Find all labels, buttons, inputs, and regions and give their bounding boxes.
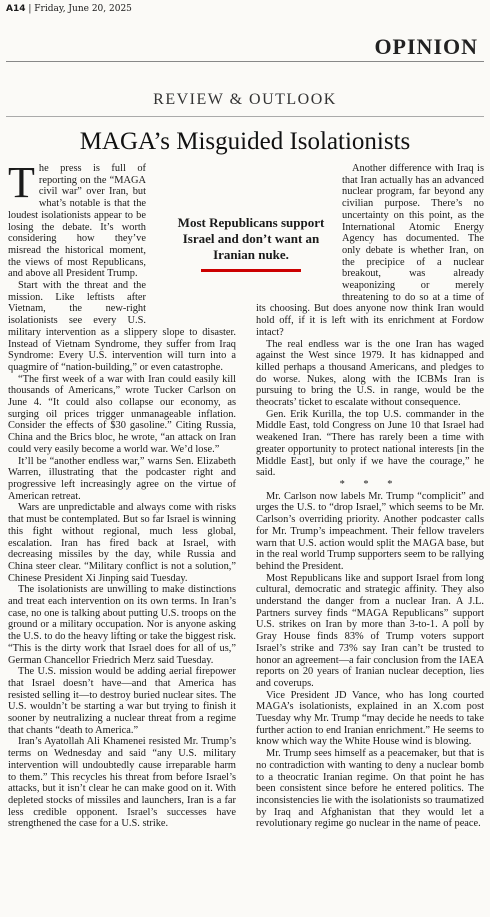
paragraph: The press is full of reporting on the “MAGA civil war” over Iran, but what’s notable is that the loudest isolationists appear to be losing the debate. It’s worth considering how they’ve misread the historical moment, the views of most Republicans, and above all President Trump. [8,158,146,280]
paragraph: “The first week of a war with Iran could easily kill thousands of Americans,” wrote Tucker Carlson on June 4. “It could also collapse our economy, as surging oil prices trigger unmanageable inflation. Consider the effects of $30 gasoline.” Citing Russia, China and the Brics bloc, he wrote, “an attack on Iran could very easily become a world war. We’d lose.” [8,373,236,455]
kicker-divider [6,116,484,117]
paragraph: Another difference with Iraq is that Iran actually has an advanced nuclear program, far beyond any civilian purpose. There’s no uncertainty on this point, as the International Atomic Energy Agency has documented. The only debate is whether Iran, on the precipice of a nuclear breakout, was already weaponizing or merely threatening to do so at a time of its choosing. But does anyone now think Iran would hold off, if it is left with its enrichment at Fordow intact? [256,163,484,338]
section-title: OPINION [374,34,478,59]
issue-date: Friday, June 20, 2025 [34,4,132,14]
paragraph: Iran’s Ayatollah Ali Khamenei resisted Mr. Trump’s terms on Wednesday and said “any U.S. military intervention will undoubtedly cause irreparable harm to them.” This recycles his threat from before Israel’s attacks, but it isn’t clear he can make good on it. With depleted stocks of missiles and launchers, Iran is a far less credible opponent. Israel’s successes have strengthened the case for a U.S. strike. [8,736,236,830]
paragraph: Gen. Erik Kurilla, the top U.S. commander in the Middle East, told Congress on June 10 that Israel had weakened Iran. “There has rarely been a time with greater opportunity to protect national interests [in the Middle East], but only if we have the courage,” he said. [256,408,484,479]
paragraph: The isolationists are unwilling to make distinctions and treat each intervention on its own terms. In Iran’s case, no one is talking about putting U.S. troops on the ground or a military occupation. Nor is anyone asking the U.S. to do the heavy lifting or take the biggest risk. “This is the dirty work that Israel does for all of us,” German Chancellor Friedrich Merz said Tuesday. [8,584,236,666]
paragraph: Mr. Carlson now labels Mr. Trump “complicit” and urges the U.S. to “drop Israel,” which seems to be Mr. Carlson’s overriding priority. Another podcaster calls for Mr. Trump’s impeachment. Their fellow travelers warn that U.S. action would split the MAGA base, but in the real world Trump supporters seem to be rallying behind the President. [256,490,484,572]
top-divider [6,61,484,62]
paragraph: Wars are unpredictable and always come with risks that must be contemplated. But so far Israel is winning this fight without regional, much less global, escalation. Iran has fired back at Israel, with decreasing missiles by the day, while Russia and China steer clear. “Military conflict is not a solution,” Chinese President Xi Jinping said Tuesday. [8,502,236,584]
paragraph: Start with the threat and the mission. Like leftists after Vietnam, the new-right isolationists see every U.S. military intervention as a slippery slope to disaster. Instead of Vietnam Syndrome, they suffer from Iraq Syndrome: Every U.S. intervention will turn into a quagmire of “nation-building,” or even catastrophe. [8,280,236,373]
paragraph: Most Republicans like and support Israel from long cultural, democratic and strategic affinity. They also understand the danger from a nuclear Iran. A J.L. Partners survey finds “MAGA Republicans” support U.S. strikes on Iran by more than 3-to-1. A poll by Gray House finds 83% of Trump voters support Israel’s strike and 73% say Iran can’t be trusted to honor an agreement—a fair conclusion from the IAEA reports on 20 years of Iranian nuclear deception, lies and coverups. [256,572,484,689]
paragraph: It’ll be “another endless war,” warns Sen. Elizabeth Warren, illustrating that the podcaster right and progressive left increasingly agree on the virtue of American retreat. [8,455,236,502]
pull-quote-accent [201,269,301,272]
headline: MAGA’s Misguided Isolationists [79,128,411,155]
page-number: A14 [6,4,26,14]
kicker: REVIEW & OUTLOOK [153,91,337,108]
pull-quote-text: Most Republicans support Israel and don’t want an Iranian nuke. [177,215,325,262]
paragraph: Vice President JD Vance, who has long courted MAGA’s isolationists, explained in an X.com post Tuesday why Mr. Trump “may decide he needs to take further action to end Iranian enrichment.” He seems to know which way the White House wind is blowing. [256,689,484,748]
article-body [8,158,484,915]
paragraph: Mr. Trump sees himself as a peacemaker, but that is no contradiction with wanting to deny a nuclear bomb to a theocratic Iranian regime. On that point he has been consistent since before he entered politics. The inconsistencies lie with the isolationists so traumatized by Iraq and Afghanistan that they would let a revolutionary regime go nuclear in the name of peace. [256,748,484,830]
page-dateline: A14 | Friday, June 20, 2025 [6,4,132,14]
pull-quote [160,209,342,280]
paragraph: The U.S. mission would be adding aerial firepower that Israel doesn’t have—and that America has resisted selling it—to destroy buried nuclear sites. The U.S. wouldn’t be starting a war but trying to finish it sooner by neutralizing a nuclear threat from a regime that chants “death to America.” [8,666,236,736]
paragraph: The real endless war is the one Iran has waged against the West since 1979. It has kidnapped and killed perhaps a thousand Americans, and pledges to do worse. Nukes, along with the ICBMs Iran is pursuing to bring the U.S. in range, would be the theocrats’ ticket to escalate without consequence. [256,338,484,409]
section-break: * * * [339,478,401,490]
drop-cap: T [8,158,35,207]
